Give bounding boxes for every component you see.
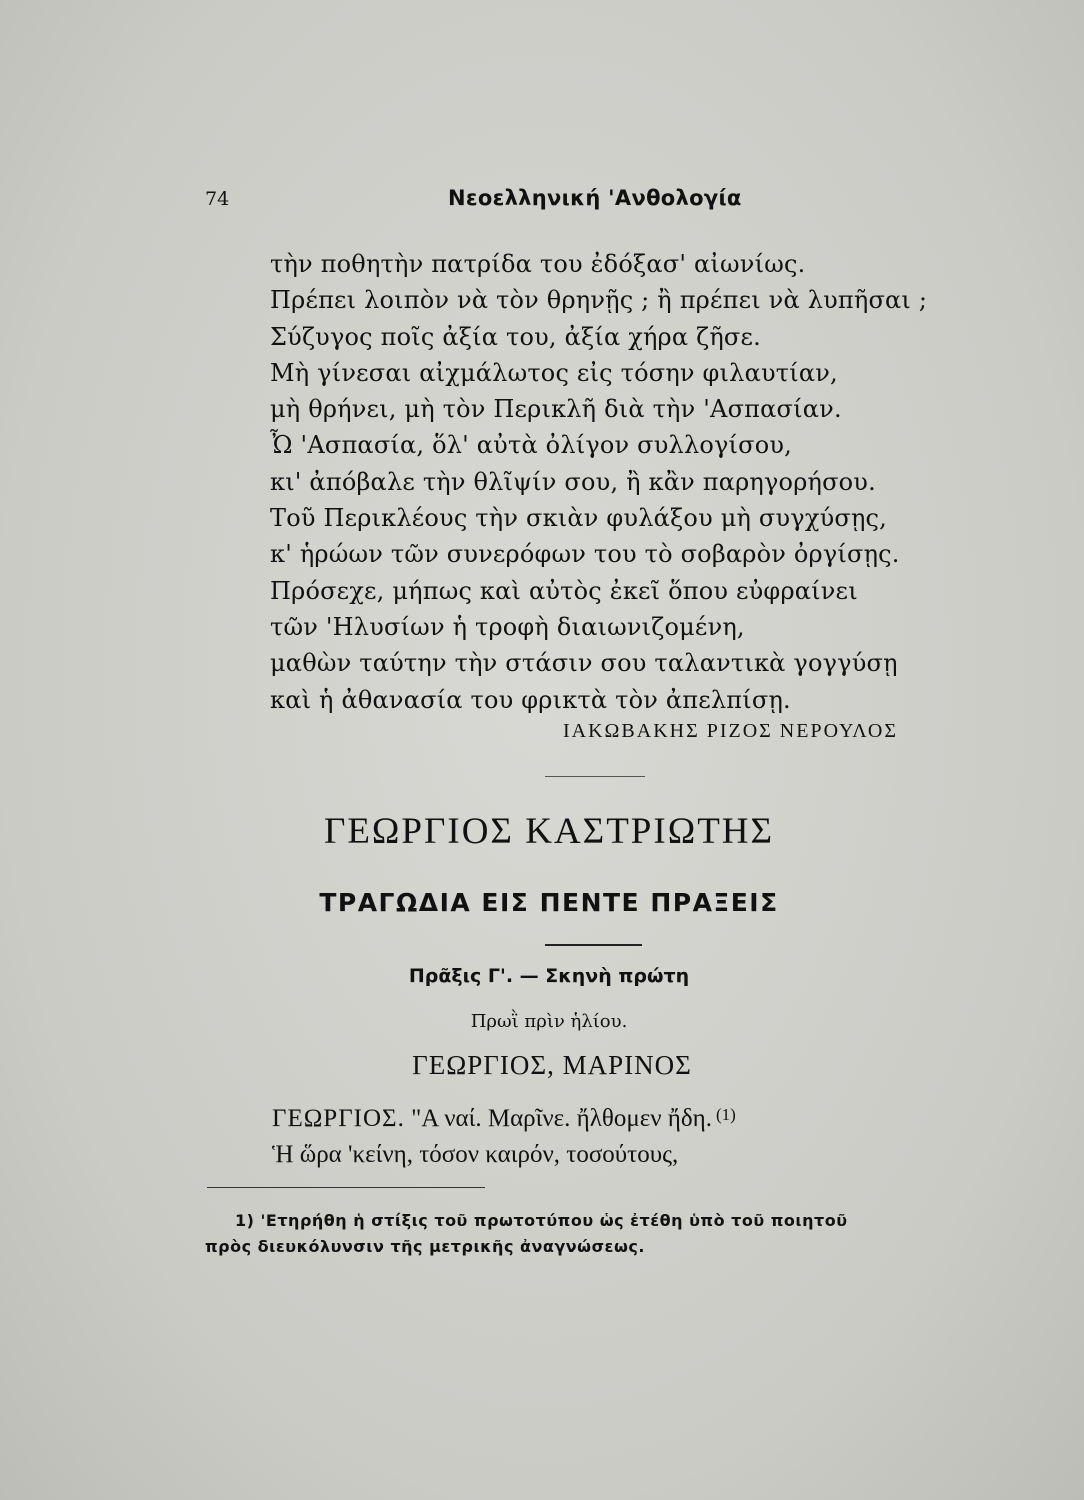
page-header	[0, 188, 1084, 218]
play-subtitle: ΤΡΑΓΩΔΙΑ ΕΙΣ ΠΕΝΤΕ ΠΡΑΞΕΙΣ	[319, 888, 779, 917]
poem-line: τὴν ποθητὴν πατρίδα του ἐδόξασ' αἰωνίως.	[270, 250, 806, 278]
poem-line: μαθὼν ταύτην τὴν στάσιν σου ταλαντικὰ γογγύσῃ	[270, 649, 898, 678]
poem-line: κι' ἀπόβαλε τὴν θλῖψίν σου, ἢ κἂν παρηγορήσου.	[270, 467, 876, 496]
stage-direction: Πρωῒ πρὶν ἡλίου.	[470, 1011, 628, 1032]
poem-line: Πρόσεχε, μήπως καὶ αὐτὸς ἐκεῖ ὅπου εὐφραίνει	[270, 576, 858, 605]
dialogue-line: Ἡ ὥρα 'κείνη, τόσον καιρόν, τοσούτους,	[272, 1141, 679, 1168]
dialogue	[272, 1097, 892, 1173]
footnote-divider	[207, 1187, 485, 1188]
poem-author: ΙΑΚΩΒΑΚΗΣ ΡΙΖΟΣ ΝΕΡΟΥΛΟΣ	[563, 720, 898, 742]
poem-line: Πρέπει λοιπὸν νὰ τὸν θρηνῇς ; ἢ πρέπει νὰ λυπῆσαι ;	[270, 286, 928, 315]
footnote-reference: (1)	[716, 1105, 736, 1124]
page-number: 74	[205, 188, 230, 210]
poem-line: Ὦ 'Ασπασία, ὅλ' αὐτὰ ὀλίγον συλλογίσου,	[270, 431, 793, 460]
footnote-line: πρὸς διευκόλυνσιν τῆς μετρικῆς ἀναγνώσεως.	[205, 1237, 645, 1256]
poem-line: κ' ἡρώων τῶν συνερόφων του τὸ σοβαρὸν ὀργίσῃς.	[270, 540, 900, 569]
dialogue-line	[272, 1097, 892, 1137]
act-heading: Πρᾶξις Γ'. — Σκηνὴ πρώτη	[408, 965, 690, 987]
poem	[270, 246, 990, 718]
dialogue-text: "Α ναί. Μαρῖνε. ἤλθομεν ἤδη.	[411, 1105, 712, 1132]
poem-line: Τοῦ Περικλέους τὴν σκιὰν φυλάξου μὴ συγχύσῃς,	[270, 504, 887, 533]
poem-line: Σύζυγος ποῖς ἀξία του, ἀξία χήρα ζῆσε.	[270, 322, 761, 351]
section-divider	[545, 776, 645, 777]
running-title: Νεοελληνική 'Ανθολογία	[448, 186, 742, 210]
play-title: ΓΕΩΡΓΙΟΣ ΚΑΣΤΡΙΩΤΗΣ	[323, 811, 775, 852]
poem-line: τῶν 'Ηλυσίων ἡ τροφὴ διαιωνιζομένη,	[270, 612, 745, 641]
subtitle-divider	[545, 944, 642, 946]
footnote-line: 1) 'Ετηρήθη ἡ στίξις τοῦ πρωτοτύπου ὡς ἐτέθη ὑπὸ τοῦ ποιητοῦ	[235, 1211, 848, 1230]
footnote	[205, 1208, 995, 1260]
poem-line: μὴ θρήνει, μὴ τὸν Περικλῆ διὰ τὴν 'Ασπασίαν.	[270, 395, 842, 424]
poem-line: Μὴ γίνεσαι αἰχμάλωτος εἰς τόσην φιλαυτίαν,	[270, 358, 838, 387]
poem-line: καὶ ἡ ἀθανασία του φρικτὰ τὸν ἀπελπίσῃ.	[270, 685, 791, 714]
characters-list: ΓΕΩΡΓΙΟΣ, ΜΑΡΙΝΟΣ	[412, 1050, 692, 1080]
speaker-name: ΓΕΩΡΓΙΟΣ.	[272, 1105, 405, 1132]
